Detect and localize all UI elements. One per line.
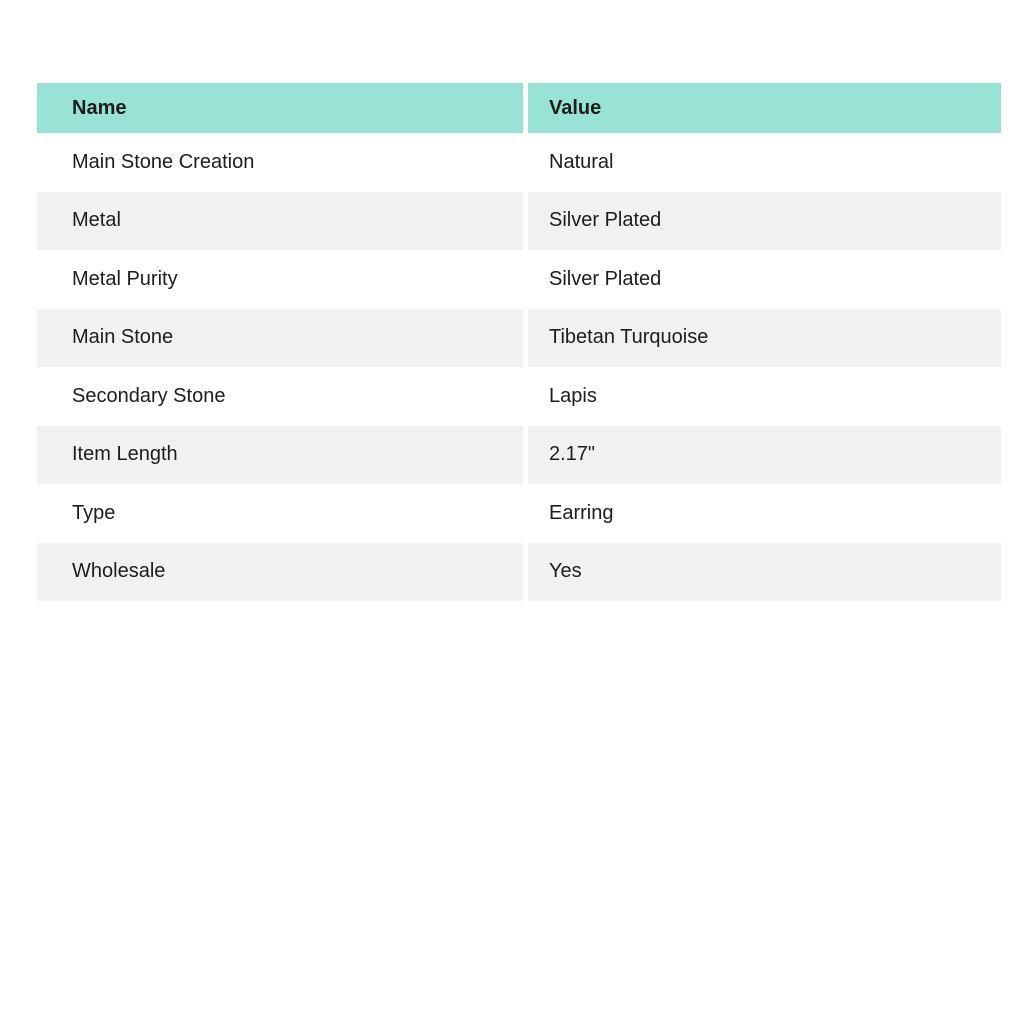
table-row bbox=[37, 250, 1001, 309]
table-row bbox=[37, 133, 1001, 192]
table-row bbox=[37, 484, 1001, 543]
table-row bbox=[37, 192, 1001, 251]
column-header-value: Value bbox=[523, 83, 1001, 133]
attribute-value-cell: Earring bbox=[523, 484, 1001, 543]
table-row bbox=[37, 367, 1001, 426]
product-attributes-table-container bbox=[37, 83, 1001, 601]
attribute-value-cell: Lapis bbox=[523, 367, 1001, 426]
attribute-value-cell: 2.17" bbox=[523, 426, 1001, 485]
table-row bbox=[37, 426, 1001, 485]
table-header bbox=[37, 83, 1001, 133]
attribute-value-cell: Yes bbox=[523, 543, 1001, 602]
attribute-name-cell: Secondary Stone bbox=[37, 367, 523, 426]
attribute-name-cell: Wholesale bbox=[37, 543, 523, 602]
column-header-name: Name bbox=[37, 83, 523, 133]
attribute-value-cell: Silver Plated bbox=[523, 192, 1001, 251]
header-row bbox=[37, 83, 1001, 133]
table-row bbox=[37, 309, 1001, 368]
table-row bbox=[37, 543, 1001, 602]
attribute-value-cell: Natural bbox=[523, 133, 1001, 192]
table-body bbox=[37, 133, 1001, 601]
product-attributes-table bbox=[37, 83, 1001, 601]
attribute-name-cell: Main Stone bbox=[37, 309, 523, 368]
attribute-name-cell: Metal Purity bbox=[37, 250, 523, 309]
attribute-name-cell: Metal bbox=[37, 192, 523, 251]
attribute-value-cell: Silver Plated bbox=[523, 250, 1001, 309]
attribute-name-cell: Type bbox=[37, 484, 523, 543]
attribute-name-cell: Main Stone Creation bbox=[37, 133, 523, 192]
attribute-name-cell: Item Length bbox=[37, 426, 523, 485]
attribute-value-cell: Tibetan Turquoise bbox=[523, 309, 1001, 368]
